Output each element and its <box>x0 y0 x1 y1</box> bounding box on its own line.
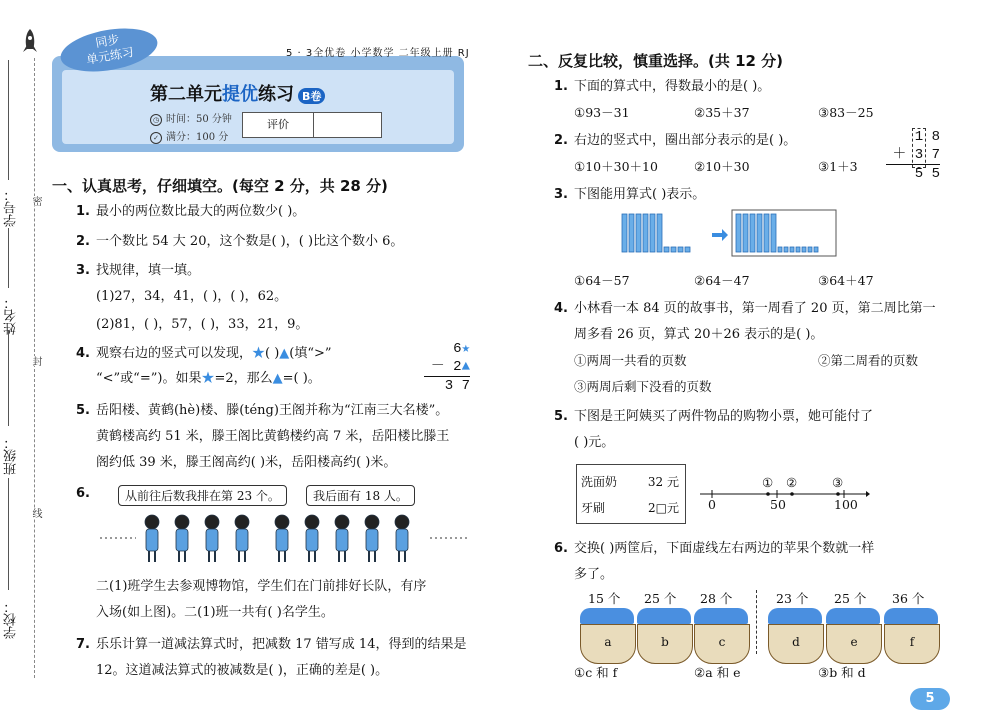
name-label: 姓名： <box>4 296 19 335</box>
seal-xian: 线 <box>30 508 41 518</box>
apples <box>884 608 938 624</box>
p2-q4-line1: 小林看一本 84 页的故事书，第一周看了 20 页，第二周比第一 <box>573 301 936 316</box>
p1-question-4-line2 <box>96 370 321 388</box>
p1-q3-text: 找规律，填一填。 <box>95 263 200 278</box>
p1-q4-text-d: “<”或“=”)。如果 <box>96 371 202 386</box>
basket-e-label: e <box>826 624 882 664</box>
p2-question-1: 1. 下面的算式中，得数最小的是( )。 <box>554 79 771 94</box>
apples <box>637 608 691 624</box>
p2-q2-vertical-calc <box>886 128 940 183</box>
p1-q5-line1: 岳阳楼、黄鹤(hè)楼、滕(téng)王阁并称为“江南三大名楼”。 <box>95 403 449 418</box>
p1-q6-line1: 二(1)班学生去参观博物馆，学生们在门前排好长队，有序 <box>96 579 427 594</box>
queue-illustration <box>100 508 470 568</box>
numline-mark-3: ③ <box>832 475 844 490</box>
vert-row3: 3 7 <box>424 376 470 395</box>
part1-heading: 一、认真思考，仔细填空。(每空 2 分，共 28 分) <box>52 177 388 195</box>
title-highlight: 提优 <box>222 84 258 105</box>
rocket-icon <box>20 28 40 56</box>
publisher-line: 5 · 3全优卷 小学数学 二年级上册 RJ <box>286 48 470 59</box>
receipt-price-1: 32 元 <box>647 475 679 489</box>
p2-q4-line2: 周多看 26 页，算式 20＋26 表示的是( )。 <box>574 327 824 342</box>
apples <box>768 608 822 624</box>
p2-question-5: 5. 下图是王阿姨买了两件物品的购物小票，她可能付了 <box>554 409 873 424</box>
score-info <box>150 128 228 144</box>
binding-dashed-line <box>34 58 35 678</box>
p2-q1-option-1[interactable]: ①93－31 <box>574 105 630 120</box>
numline-mark-1: ① <box>762 475 774 490</box>
p1-q4-text-b: ( ) <box>265 346 280 361</box>
p1-q4-text-c: (填“>” <box>289 346 332 361</box>
vert-row1-text: 6 <box>453 341 462 357</box>
basket-b-count: 25 个 <box>644 591 677 606</box>
basket-a-count: 15 个 <box>588 591 621 606</box>
p1-q5-line2: 黄鹤楼高约 51 米，滕王阁比黄鹤楼约高 7 米，岳阳楼比滕王 <box>96 429 450 444</box>
vert-row2 <box>424 358 470 376</box>
p2-question-6: 6. 交换( )两筐后，下面虚线左右两边的苹果个数就一样 <box>554 541 875 556</box>
circled-part <box>912 128 926 168</box>
evaluation-label: 评价 <box>243 113 314 137</box>
triangle-icon: ▲ <box>272 371 283 386</box>
p1-question-4: 4. 观察右边的竖式可以发现，★( )▲(填“>” <box>76 346 332 361</box>
class-line <box>8 330 9 426</box>
basket-f-count: 36 个 <box>892 591 925 606</box>
p1-question-1: 1. 最小的两位数比最大的两位数少( )。 <box>76 204 306 219</box>
p2-q2-text: 右边的竖式中，圈出部分表示的是( )。 <box>573 133 797 148</box>
p2-q2-option-3[interactable]: ③1＋3 <box>818 159 858 174</box>
vert2-row3: 5 5 <box>886 164 940 183</box>
p1-question-2: 2. 一个数比 54 大 20，这个数是( )，( )比这个数小 6。 <box>76 234 404 249</box>
p1-q3-part1: (1)27，34，41，( )，( )，62。 <box>96 289 288 304</box>
p1-question-5: 5. 岳阳楼、黄鹤(hè)楼、滕(téng)王阁并称为“江南三大名楼”。 <box>76 403 449 418</box>
title-suffix: 练习 <box>258 84 294 105</box>
p2-q3-option-3[interactable]: ③64＋47 <box>818 273 874 288</box>
name-line <box>8 228 9 288</box>
vert-row1 <box>424 340 470 358</box>
p1-q7-line2: 12。这道减法算式的被减数是( )，正确的差是( )。 <box>96 663 389 678</box>
basket-d-label: d <box>768 624 824 664</box>
clock-icon: ◷ <box>150 114 162 126</box>
star-icon: ★ <box>252 346 266 361</box>
vert2-row2: ＋ 3 7 <box>892 147 940 163</box>
receipt-price-2: 2□元 <box>648 501 679 515</box>
basket-e <box>826 608 882 664</box>
shopping-receipt <box>576 464 686 524</box>
basket-f <box>884 608 940 664</box>
p1-question-3: 3. 找规律，填一填。 <box>76 263 200 278</box>
p1-q4-text-e: =2，那么 <box>214 371 273 386</box>
basket-c-count: 28 个 <box>700 591 733 606</box>
basket-a <box>580 608 636 664</box>
basket-f-label: f <box>884 624 940 664</box>
student-id-label: 学号： <box>4 188 19 227</box>
p2-q6-line2: 多了。 <box>574 567 614 582</box>
binding-strip <box>0 0 48 722</box>
numline-tick-100: 100 <box>834 497 858 512</box>
basket-d <box>768 608 824 664</box>
score-text: 满分：100 分 <box>166 132 229 143</box>
school-label: 学校： <box>4 600 19 639</box>
basket-c <box>694 608 750 664</box>
p2-q3-option-2[interactable]: ②64－47 <box>694 273 750 288</box>
p2-q1-text: 下面的算式中，得数最小的是( )。 <box>573 79 771 94</box>
divider-dashed-line <box>756 590 757 654</box>
p2-q6-line1: 交换( )两筐后，下面虚线左右两边的苹果个数就一样 <box>573 541 875 556</box>
receipt-item-2: 牙刷 <box>581 501 606 515</box>
p1-q4-text-a: 观察右边的竖式可以发现， <box>95 346 252 361</box>
page-title <box>150 80 325 106</box>
p1-q6-line2: 入场(如上图)。二(1)班一共有( )名学生。 <box>96 605 334 620</box>
speech-bubble-2: 我后面有 18 人。 <box>306 485 415 506</box>
student-id-line <box>8 60 9 180</box>
p2-q4-option-3[interactable]: ③两周后剩下没看的页数 <box>574 379 712 394</box>
p1-q5-line3: 阁约低 39 米，滕王阁高约( )米，岳阳楼高约( )米。 <box>96 455 397 470</box>
vert2-row1: 1 8 <box>914 129 940 145</box>
p2-question-2: 2. 右边的竖式中，圈出部分表示的是( )。 <box>554 133 797 148</box>
p2-q6-option-3[interactable]: ③b 和 d <box>818 665 866 680</box>
p2-q2-option-1[interactable]: ①10＋30＋10 <box>574 159 658 174</box>
p1-q2-text: 一个数比 54 大 20，这个数是( )，( )比这个数小 6。 <box>95 234 404 249</box>
badge-line2: 单元练习 <box>85 44 135 67</box>
basket-d-count: 23 个 <box>776 591 809 606</box>
p1-q1-text: 最小的两位数比最大的两位数少( )。 <box>95 204 306 219</box>
star-icon: ★ <box>461 341 470 357</box>
basket-b <box>637 608 693 664</box>
p1-question-7: 7. 乐乐计算一道减法算式时，把减数 17 错写成 14，得到的结果是 <box>76 637 467 652</box>
seal-mi: 密 <box>30 196 41 206</box>
part2-heading: 二、反复比较，慎重选择。(共 12 分) <box>528 52 784 70</box>
page-number: 5 <box>910 688 950 710</box>
p2-q2-option-2[interactable]: ②10＋30 <box>694 159 750 174</box>
basket-b-label: b <box>637 624 693 664</box>
time-text: 时间：50 分钟 <box>166 114 232 125</box>
badge-line1: 同步 <box>94 32 121 51</box>
p2-q6-option-1[interactable]: ①c 和 f <box>574 665 618 680</box>
apples <box>694 608 748 624</box>
p2-q4-option-1[interactable]: ①两周一共看的页数 <box>574 353 687 368</box>
p2-question-4: 4. 小林看一本 84 页的故事书，第一周看了 20 页，第二周比第一 <box>554 301 936 316</box>
numline-mark-2: ② <box>786 475 798 490</box>
numline-tick-50: 50 <box>770 497 786 512</box>
p2-q3-option-1[interactable]: ①64－57 <box>574 273 630 288</box>
star-icon: ★ <box>201 371 215 386</box>
evaluation-box[interactable] <box>242 112 382 138</box>
triangle-icon: ▲ <box>461 359 470 375</box>
p2-q1-option-2[interactable]: ②35＋37 <box>694 105 750 120</box>
basket-e-count: 25 个 <box>834 591 867 606</box>
speech-bubble-1: 从前往后数我排在第 23 个。 <box>118 485 287 506</box>
apples <box>580 608 634 624</box>
basket-c-label: c <box>694 624 750 664</box>
title-prefix: 第二单元 <box>150 84 222 105</box>
numline-tick-0: 0 <box>708 497 716 512</box>
p1-q4-text-f: =( )。 <box>282 371 321 386</box>
basket-a-label: a <box>580 624 636 664</box>
p2-q1-option-3[interactable]: ③83－25 <box>818 105 874 120</box>
p2-q4-option-2[interactable]: ②第二周看的页数 <box>818 353 919 368</box>
p1-q7-line1: 乐乐计算一道减法算式时，把减数 17 错写成 14，得到的结果是 <box>95 637 467 652</box>
p2-q5-line1: 下图是王阿姨买了两件物品的购物小票，她可能付了 <box>573 409 873 424</box>
p2-question-3: 3. 下图能用算式( )表示。 <box>554 187 706 202</box>
p2-q3-text: 下图能用算式( )表示。 <box>573 187 706 202</box>
p1-q4-vertical-calc <box>424 340 470 395</box>
class-label: 班级： <box>4 436 19 475</box>
triangle-icon: ▲ <box>279 346 290 361</box>
seal-feng: 封 <box>30 356 41 366</box>
vert-row2-text: － 2 <box>430 359 462 375</box>
p1-question-6: 6. <box>76 486 90 501</box>
apples <box>826 608 880 624</box>
p1-q3-part2: (2)81，( )，57，( )，33，21，9。 <box>96 317 309 332</box>
block-diagram <box>620 208 840 260</box>
school-line <box>8 478 9 590</box>
time-info <box>150 110 232 126</box>
p2-q5-line2: ( )元。 <box>574 435 615 450</box>
volume-badge: B卷 <box>298 88 325 104</box>
receipt-item-1: 洗面奶 <box>581 475 618 489</box>
p2-q6-option-2[interactable]: ②a 和 e <box>694 665 741 680</box>
check-icon: ✓ <box>150 132 162 144</box>
